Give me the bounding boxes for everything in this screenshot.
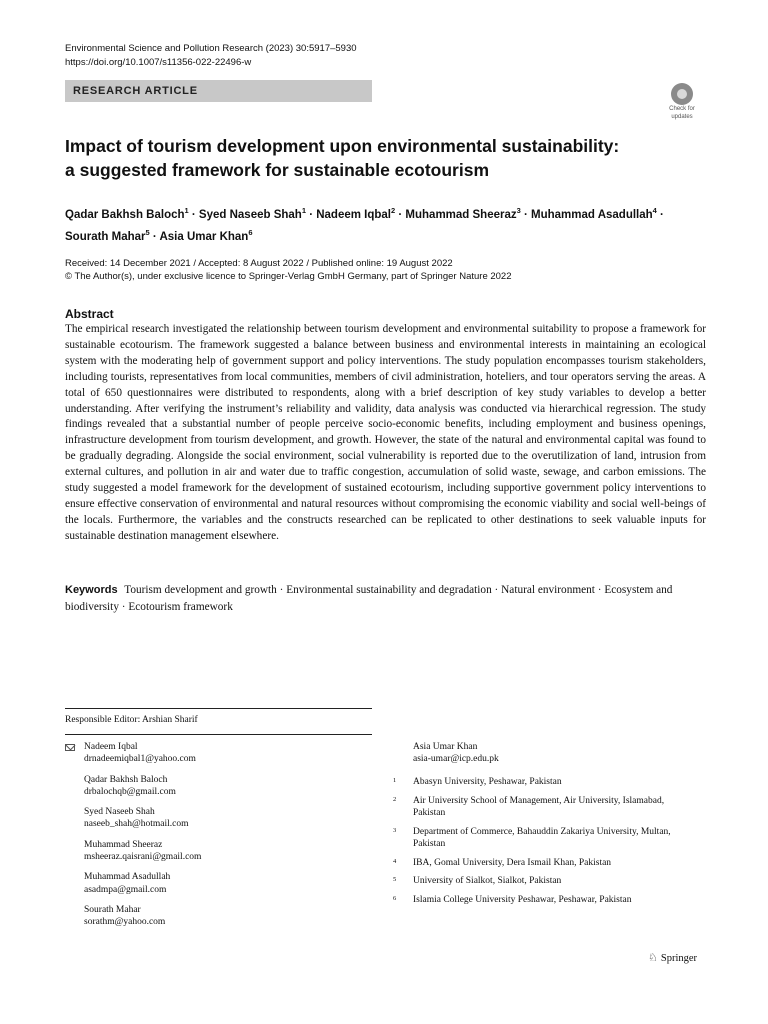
author[interactable]	[531, 206, 664, 221]
contact-entry	[84, 871, 364, 896]
affiliation-item	[393, 776, 713, 789]
contact-entry	[84, 904, 364, 929]
affiliation-number: 2	[393, 795, 397, 803]
affiliation-text: Abasyn University, Peshawar, Pakistan	[413, 777, 562, 787]
affiliation-number: 4	[393, 857, 397, 865]
springer-horse-icon: ♘	[648, 952, 658, 964]
footnote-divider-2	[65, 734, 372, 735]
contact-entry	[84, 839, 364, 864]
envelope-icon	[65, 744, 75, 751]
author-separator: ·	[656, 208, 664, 221]
affiliation-text: Department of Commerce, Bahauddin Zakariya University, Multan, Pakistan	[413, 826, 671, 849]
affiliations	[393, 776, 713, 912]
author-separator: ·	[306, 208, 317, 221]
article-type-label: RESEARCH ARTICLE	[73, 85, 198, 97]
affiliation-item	[393, 894, 713, 907]
contact-name: Syed Naseeb Shah	[84, 807, 155, 818]
author-name: Asia Umar Khan	[159, 230, 249, 243]
contact-name: Nadeem Iqbal	[84, 742, 138, 752]
check-for-updates-icon	[671, 83, 693, 105]
contact-email[interactable]: drbalochqb@gmail.com	[84, 786, 176, 797]
author[interactable]	[65, 227, 160, 243]
contacts-left	[84, 741, 364, 937]
affiliation-number: 1	[393, 777, 397, 784]
author-affiliation-number: 6	[248, 227, 253, 237]
copyright-line: © The Author(s), under exclusive licence to Springer-Verlag GmbH Germany, part of Springer Nature 2022	[65, 270, 512, 282]
author-affiliation-number: 5	[145, 227, 150, 237]
author-name: Muhammad Sheeraz	[405, 208, 517, 221]
author-affiliation-number: 1	[184, 206, 189, 215]
contact-name: Asia Umar Khan	[413, 742, 478, 752]
author[interactable]	[405, 206, 532, 221]
author-separator: ·	[149, 230, 160, 243]
title-line-1: Impact of tourism development upon environmental sustainability:	[65, 136, 620, 156]
author-affiliation-number: 3	[516, 206, 521, 215]
contact-email[interactable]: msheeraz.qaisrani@gmail.com	[84, 852, 202, 863]
keywords-label: Keywords	[65, 584, 118, 596]
author[interactable]	[159, 227, 253, 243]
abstract-heading: Abstract	[65, 307, 114, 321]
contact-entry	[84, 774, 364, 799]
keywords	[65, 582, 706, 615]
affiliation-item	[393, 826, 713, 851]
author-affiliation-number: 2	[391, 206, 396, 215]
contacts-right	[413, 741, 693, 774]
responsible-editor: Responsible Editor: Arshian Sharif	[65, 715, 198, 725]
doi-link[interactable]: https://doi.org/10.1007/s11356-022-22496-w	[65, 57, 252, 68]
keywords-text: Tourism development and growth · Environmental sustainability and degradation · Natural environment · Ecosystem and biodiversity · Ecotourism framework	[65, 584, 673, 613]
dates-line: Received: 14 December 2021 / Accepted: 8 August 2022 / Published online: 19 August 2022	[65, 258, 453, 269]
article-title	[65, 134, 705, 182]
affiliation-item	[393, 795, 713, 820]
contact-name: Qadar Bakhsh Baloch	[84, 774, 168, 785]
author-list	[65, 202, 705, 246]
contact-name: Muhammad Asadullah	[84, 872, 171, 883]
contact-email[interactable]: asia-umar@icp.edu.pk	[413, 754, 499, 765]
article-type-banner	[65, 80, 372, 102]
author-name: Qadar Bakhsh Baloch	[65, 208, 185, 221]
publisher-name: Springer	[660, 953, 698, 964]
title-line-2: a suggested framework for sustainable ecotourism	[65, 160, 490, 180]
contact-entry	[413, 741, 693, 766]
journal-citation: Environmental Science and Pollution Research (2023) 30:5917–5930	[65, 43, 357, 54]
affiliation-number: 3	[393, 826, 397, 834]
affiliation-item	[393, 857, 713, 870]
contact-entry	[84, 741, 364, 766]
contact-email[interactable]: drnadeemiqbal1@yahoo.com	[84, 754, 196, 765]
publication-dates	[65, 258, 705, 283]
contact-email[interactable]: naseeb_shah@hotmail.com	[84, 819, 189, 830]
author-name: Syed Naseeb Shah	[198, 208, 302, 221]
badge-line-1: Check for	[669, 106, 695, 112]
abstract-text: The empirical research investigated the relationship between tourism development and environmental suitability to propose a framework for sustainable ecotourism. The framework suggested a balance between business and environmental interests in maintaining an ecological system with the moderating help of government support and policy interventions. The study population encompasses tourism stakeholders, including tourists, representatives from local communities, members of civil administration, hoteliers, and tour operators serving the areas. A total of 650 questionnaires were distributed to respondents, along with a brief description of key study variables to develop a better understanding. After verifying the instrument’s reliability and validity, data analysis was conducted via hierarchical regression. The study findings revealed that a substantial number of people perceive socio-economic benefits, including employment and business openings, infrastructure development from tourism development, and growth. However, the state of the natural and environmental capital was found to be gradually degrading. Alongside the social environment, social vulnerability is reported due to the overutilization of land, intrusion from external cultures, and pollution in air and water due to traffic congestion, accumulation of solid waste, sewage, and carbon emissions. The study suggested a model framework for the development of sustained ecotourism, including supportive government policy interventions to ensure effective conservation of environmental and natural resources without compromising the economic viability and social well-beings of the locals. Furthermore, the variables and the constructs researched can be replicated to other destinations to seek valuable inputs for sustainable destination management elsewhere.	[65, 323, 706, 542]
affiliation-text: IBA, Gomal University, Dera Ismail Khan, Pakistan	[413, 857, 612, 868]
contact-entry	[84, 806, 364, 831]
author-separator: ·	[520, 208, 532, 221]
author-separator: ·	[395, 208, 406, 221]
affiliation-text: University of Sialkot, Sialkot, Pakistan	[413, 876, 562, 886]
footnote-divider	[65, 708, 372, 709]
affiliation-number: 6	[393, 894, 397, 902]
check-for-updates-badge[interactable]	[662, 83, 702, 125]
author-name: Nadeem Iqbal	[316, 208, 392, 221]
author-affiliation-number: 1	[301, 206, 306, 215]
author[interactable]	[316, 206, 406, 221]
affiliation-text: Air University School of Management, Air University, Islamabad, Pakistan	[413, 795, 665, 818]
author-name: Sourath Mahar	[65, 230, 146, 243]
contact-name: Sourath Mahar	[84, 904, 141, 915]
author-separator: ·	[188, 208, 199, 221]
badge-line-2: updates	[671, 114, 693, 120]
author[interactable]	[65, 206, 199, 221]
author[interactable]	[198, 206, 317, 221]
author-name: Muhammad Asadullah	[531, 208, 653, 221]
author-affiliation-number: 4	[652, 206, 657, 215]
contact-name: Muhammad Sheeraz	[84, 839, 163, 850]
affiliation-item	[393, 875, 713, 888]
journal-header	[65, 42, 357, 70]
affiliation-number: 5	[393, 876, 397, 883]
affiliation-text: Islamia College University Peshawar, Peshawar, Pakistan	[413, 894, 632, 905]
contact-email[interactable]: asadmpa@gmail.com	[84, 884, 167, 895]
publisher-logo	[648, 951, 697, 966]
contact-email[interactable]: sorathm@yahoo.com	[84, 917, 166, 928]
